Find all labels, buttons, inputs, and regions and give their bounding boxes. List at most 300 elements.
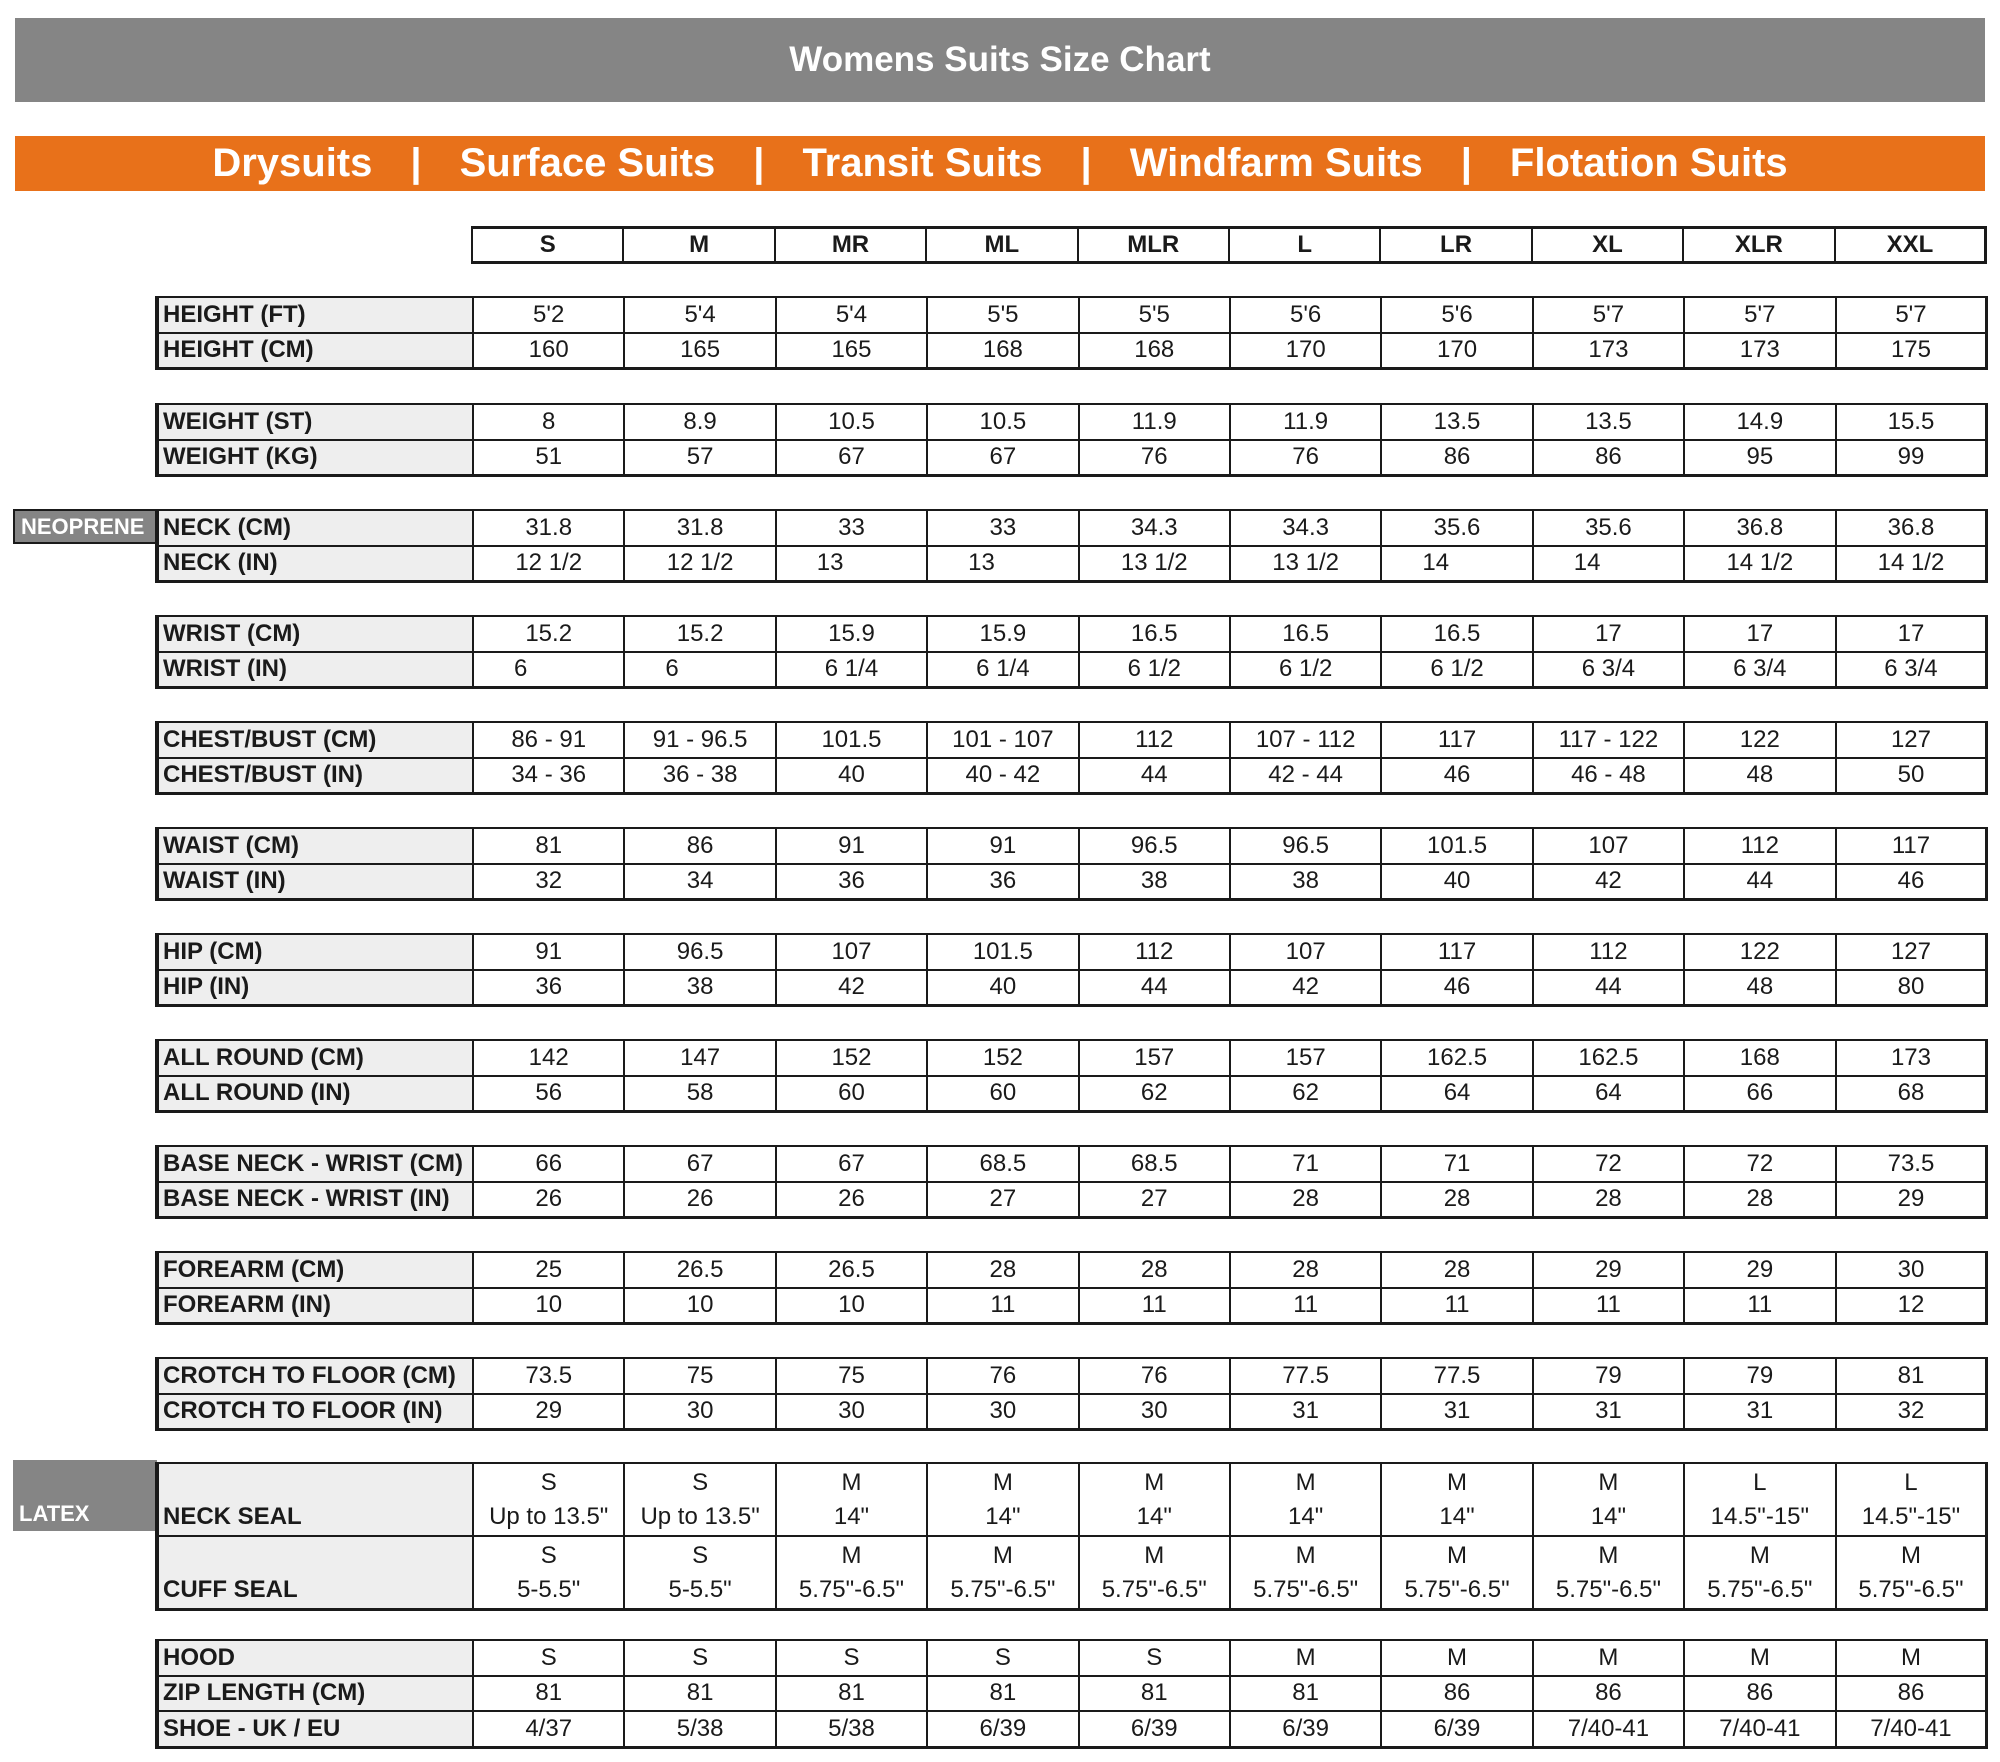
size-value-cell: 60 <box>927 1076 1078 1112</box>
size-value-cell: 5'7 <box>1836 297 1987 333</box>
size-value-cell: 13 <box>776 546 927 582</box>
size-value-cell: 67 <box>776 1146 927 1182</box>
table-row <box>157 1463 1987 1536</box>
size-value-cell: 5'7 <box>1533 297 1684 333</box>
table-row <box>157 1182 1987 1218</box>
seal-size-range: 14.5"-15" <box>1861 1502 1961 1530</box>
size-value-cell: 7/40-41 <box>1684 1711 1835 1747</box>
size-value-cell: 91 <box>473 934 624 970</box>
size-value-cell: 6 <box>473 652 624 688</box>
size-value-cell: 31.8 <box>624 510 775 546</box>
size-value-cell: 7/40-41 <box>1836 1711 1987 1747</box>
size-value-cell: 48 <box>1684 758 1835 794</box>
size-value-cell: 11 <box>1533 1288 1684 1324</box>
size-value-cell: 46 <box>1836 864 1987 900</box>
table-row <box>157 546 1987 582</box>
size-value-cell: 13 1/2 <box>1079 546 1230 582</box>
size-value-cell: 17 <box>1533 616 1684 652</box>
latex-seal-table <box>155 1462 1988 1611</box>
size-value-cell: 36.8 <box>1836 510 1987 546</box>
table-row <box>157 1252 1987 1288</box>
row-label: NECK SEAL <box>157 1463 473 1536</box>
category-separator: | <box>753 141 765 185</box>
size-value-cell: 6/39 <box>1381 1711 1532 1747</box>
size-value-cell: 13 <box>927 546 1078 582</box>
suit-categories-bar <box>15 136 1985 191</box>
seal-size-letter: M <box>1447 1541 1468 1569</box>
seal-size-letter: M <box>841 1468 862 1496</box>
size-value-cell: 51 <box>473 440 624 476</box>
size-value-cell: 160 <box>473 333 624 369</box>
table-row <box>157 722 1987 758</box>
size-value-cell: 5'5 <box>927 297 1078 333</box>
size-value-cell: 142 <box>473 1040 624 1076</box>
table-row <box>157 510 1987 546</box>
size-value-cell: 28 <box>1684 1182 1835 1218</box>
size-value-cell: 10 <box>776 1288 927 1324</box>
size-value-cell: 96.5 <box>1079 828 1230 864</box>
seal-size-letter: S <box>692 1468 709 1496</box>
seal-size-cell <box>1533 1463 1684 1536</box>
table-row <box>157 1076 1987 1112</box>
size-value-cell: 11 <box>1381 1288 1532 1324</box>
size-value-cell: 71 <box>1381 1146 1532 1182</box>
size-value-cell: 28 <box>1079 1252 1230 1288</box>
size-value-cell: 162.5 <box>1533 1040 1684 1076</box>
size-header-l: L <box>1229 228 1380 263</box>
size-value-cell: 10.5 <box>927 404 1078 440</box>
size-value-cell: 168 <box>927 333 1078 369</box>
size-value-cell: 14 1/2 <box>1836 546 1987 582</box>
size-value-cell: 35.6 <box>1533 510 1684 546</box>
seal-size-range: 5.75"-6.5" <box>1404 1575 1510 1603</box>
size-value-cell: 99 <box>1836 440 1987 476</box>
size-value-cell: 101.5 <box>927 934 1078 970</box>
size-value-cell: M <box>1684 1640 1835 1676</box>
measurement-group <box>155 1357 1988 1431</box>
size-value-cell: 122 <box>1684 722 1835 758</box>
size-value-cell: 5'4 <box>776 297 927 333</box>
size-value-cell: 42 <box>776 970 927 1006</box>
seal-size-cell <box>1230 1463 1381 1536</box>
row-label: SHOE - UK / EU <box>157 1711 473 1747</box>
size-value-cell: 29 <box>473 1394 624 1430</box>
table-row <box>157 1640 1987 1676</box>
seal-size-range: 5-5.5" <box>668 1575 732 1603</box>
measurement-group <box>155 827 1988 901</box>
size-value-cell: 26 <box>776 1182 927 1218</box>
size-value-cell: 4/37 <box>473 1711 624 1747</box>
size-value-cell: 28 <box>1381 1252 1532 1288</box>
size-value-cell: 81 <box>473 828 624 864</box>
size-value-cell: 50 <box>1836 758 1987 794</box>
seal-size-letter: M <box>1295 1468 1316 1496</box>
seal-size-range: 5-5.5" <box>517 1575 581 1603</box>
size-value-cell: 168 <box>1079 333 1230 369</box>
size-value-cell: 170 <box>1230 333 1381 369</box>
size-value-cell: 5'2 <box>473 297 624 333</box>
size-value-cell: 11 <box>1230 1288 1381 1324</box>
size-value-cell: 15.2 <box>624 616 775 652</box>
row-label: CHEST/BUST (IN) <box>157 758 473 794</box>
size-value-cell: 77.5 <box>1230 1358 1381 1394</box>
size-value-cell: 117 - 122 <box>1533 722 1684 758</box>
seal-size-range: 5.75"-6.5" <box>1555 1575 1661 1603</box>
size-value-cell: 112 <box>1533 934 1684 970</box>
size-value-cell: 5'4 <box>624 297 775 333</box>
size-value-cell: 15.5 <box>1836 404 1987 440</box>
size-value-cell: 34.3 <box>1079 510 1230 546</box>
seal-size-cell <box>1381 1536 1532 1610</box>
size-value-cell: 6 1/4 <box>776 652 927 688</box>
size-value-cell: 17 <box>1836 616 1987 652</box>
size-value-cell: 27 <box>927 1182 1078 1218</box>
size-value-cell: 44 <box>1079 758 1230 794</box>
size-value-cell: S <box>1079 1640 1230 1676</box>
table-row <box>157 970 1987 1006</box>
seal-size-range: 14" <box>1590 1502 1627 1530</box>
row-label: CROTCH TO FLOOR (CM) <box>157 1358 473 1394</box>
size-value-cell: 36 <box>473 970 624 1006</box>
size-value-cell: 30 <box>927 1394 1078 1430</box>
size-value-cell: 91 <box>776 828 927 864</box>
size-value-cell: 31.8 <box>473 510 624 546</box>
size-value-cell: 81 <box>1230 1676 1381 1712</box>
size-value-cell: 32 <box>1836 1394 1987 1430</box>
size-value-cell: 75 <box>624 1358 775 1394</box>
size-value-cell: 67 <box>624 1146 775 1182</box>
row-label: ZIP LENGTH (CM) <box>157 1676 473 1712</box>
size-value-cell: 42 - 44 <box>1230 758 1381 794</box>
size-value-cell: 112 <box>1684 828 1835 864</box>
seal-size-cell <box>473 1463 624 1536</box>
size-value-cell: 46 - 48 <box>1533 758 1684 794</box>
size-value-cell: 38 <box>1079 864 1230 900</box>
size-value-cell: 173 <box>1533 333 1684 369</box>
size-value-cell: 127 <box>1836 934 1987 970</box>
size-value-cell: 122 <box>1684 934 1835 970</box>
seal-size-letter: L <box>1904 1468 1918 1496</box>
seal-size-range: 5.75"-6.5" <box>798 1575 905 1603</box>
size-value-cell: 168 <box>1684 1040 1835 1076</box>
size-value-cell: 38 <box>1230 864 1381 900</box>
size-value-cell: 42 <box>1230 970 1381 1006</box>
category-surface-suits: Surface Suits <box>459 141 716 185</box>
size-value-cell: 10 <box>473 1288 624 1324</box>
row-label: FOREARM (IN) <box>157 1288 473 1324</box>
size-value-cell: 96.5 <box>624 934 775 970</box>
size-value-cell: 79 <box>1684 1358 1835 1394</box>
size-value-cell: 44 <box>1079 970 1230 1006</box>
size-value-cell: 40 <box>776 758 927 794</box>
size-value-cell: 147 <box>624 1040 775 1076</box>
table-row <box>157 333 1987 369</box>
seal-size-letter: M <box>1447 1468 1468 1496</box>
size-value-cell: 67 <box>927 440 1078 476</box>
size-value-cell: 8.9 <box>624 404 775 440</box>
size-value-cell: 31 <box>1533 1394 1684 1430</box>
size-value-cell: 36 <box>927 864 1078 900</box>
size-value-cell: 68 <box>1836 1076 1987 1112</box>
table-row <box>157 934 1987 970</box>
size-value-cell: 6 1/2 <box>1230 652 1381 688</box>
size-value-cell: 8 <box>473 404 624 440</box>
size-value-cell: 117 <box>1381 934 1532 970</box>
size-value-cell: 11 <box>1079 1288 1230 1324</box>
size-value-cell: 101.5 <box>776 722 927 758</box>
size-header-mr: MR <box>775 228 926 263</box>
size-value-cell: 6 3/4 <box>1836 652 1987 688</box>
seal-size-letter: M <box>992 1468 1013 1496</box>
seal-size-cell <box>1836 1463 1987 1536</box>
table-row <box>157 758 1987 794</box>
seal-size-cell <box>1230 1536 1381 1610</box>
table-row <box>157 828 1987 864</box>
size-value-cell: M <box>1836 1640 1987 1676</box>
size-value-cell: 15.9 <box>927 616 1078 652</box>
size-header-xl: XL <box>1532 228 1683 263</box>
size-value-cell: 15.2 <box>473 616 624 652</box>
size-value-cell: 10 <box>624 1288 775 1324</box>
size-value-cell: 14.9 <box>1684 404 1835 440</box>
size-value-cell: 152 <box>776 1040 927 1076</box>
size-value-cell: 80 <box>1836 970 1987 1006</box>
size-value-cell: 73.5 <box>473 1358 624 1394</box>
size-value-cell: 76 <box>927 1358 1078 1394</box>
seal-size-cell <box>473 1536 624 1610</box>
size-value-cell: 57 <box>624 440 775 476</box>
category-drysuits: Drysuits <box>212 141 373 185</box>
size-value-cell: 14 1/2 <box>1684 546 1835 582</box>
measurement-group <box>155 721 1988 795</box>
seal-size-range: 5.75"-6.5" <box>1707 1575 1813 1603</box>
table-row <box>157 1040 1987 1076</box>
size-value-cell: 107 <box>776 934 927 970</box>
size-value-cell: 16.5 <box>1079 616 1230 652</box>
size-value-cell: 36 <box>776 864 927 900</box>
size-value-cell: 157 <box>1079 1040 1230 1076</box>
seal-size-letter: M <box>1900 1541 1921 1569</box>
table-row <box>157 440 1987 476</box>
row-label: HIP (IN) <box>157 970 473 1006</box>
row-label: HEIGHT (FT) <box>157 297 473 333</box>
size-value-cell: 64 <box>1381 1076 1532 1112</box>
size-value-cell: 25 <box>473 1252 624 1288</box>
size-value-cell: 81 <box>1079 1676 1230 1712</box>
size-value-cell: M <box>1533 1640 1684 1676</box>
size-value-cell: 86 <box>1533 1676 1684 1712</box>
size-value-cell: 26.5 <box>624 1252 775 1288</box>
size-value-cell: 11 <box>927 1288 1078 1324</box>
seal-size-range: 14" <box>1288 1502 1324 1530</box>
size-value-cell: 79 <box>1533 1358 1684 1394</box>
size-value-cell: 30 <box>776 1394 927 1430</box>
chart-title: Womens Suits Size Chart <box>15 18 1985 102</box>
size-value-cell: 33 <box>776 510 927 546</box>
table-row <box>157 404 1987 440</box>
size-value-cell: 96.5 <box>1230 828 1381 864</box>
category-separator: | <box>410 141 422 185</box>
size-value-cell: 28 <box>1230 1252 1381 1288</box>
size-value-cell: 27 <box>1079 1182 1230 1218</box>
category-separator: | <box>1080 141 1092 185</box>
seal-size-cell <box>1684 1536 1835 1610</box>
size-header-lr: LR <box>1380 228 1531 263</box>
size-value-cell: 26 <box>624 1182 775 1218</box>
seal-size-letter: S <box>692 1541 709 1569</box>
size-value-cell: 75 <box>776 1358 927 1394</box>
seal-size-cell <box>1079 1463 1230 1536</box>
category-separator: | <box>1460 141 1472 185</box>
seal-size-cell <box>1533 1536 1684 1610</box>
measurement-group <box>155 296 1988 370</box>
size-value-cell: 11.9 <box>1230 404 1381 440</box>
size-value-cell: 48 <box>1684 970 1835 1006</box>
seal-size-range: Up to 13.5" <box>489 1502 609 1530</box>
measurement-group <box>155 933 1988 1007</box>
size-value-cell: 12 1/2 <box>624 546 775 582</box>
size-value-cell: 6/39 <box>927 1711 1078 1747</box>
size-value-cell: 60 <box>776 1076 927 1112</box>
size-value-cell: 13.5 <box>1381 404 1532 440</box>
size-value-cell: 112 <box>1079 722 1230 758</box>
size-value-cell: 6 1/4 <box>927 652 1078 688</box>
size-value-cell: 12 1/2 <box>473 546 624 582</box>
row-label: WEIGHT (ST) <box>157 404 473 440</box>
size-value-cell: 58 <box>624 1076 775 1112</box>
size-value-cell: S <box>776 1640 927 1676</box>
size-header-mlr: MLR <box>1078 228 1229 263</box>
size-value-cell: 34.3 <box>1230 510 1381 546</box>
size-value-cell: 6/39 <box>1230 1711 1381 1747</box>
size-value-cell: 17 <box>1684 616 1835 652</box>
size-value-cell: M <box>1230 1640 1381 1676</box>
size-value-cell: 68.5 <box>927 1146 1078 1182</box>
size-value-cell: 28 <box>1230 1182 1381 1218</box>
size-value-cell: 26.5 <box>776 1252 927 1288</box>
size-value-cell: 29 <box>1533 1252 1684 1288</box>
seal-size-range: 14" <box>1439 1502 1475 1530</box>
measurement-group <box>155 403 1988 477</box>
size-value-cell: 72 <box>1684 1146 1835 1182</box>
size-header-s: S <box>472 228 623 263</box>
size-value-cell: 76 <box>1079 440 1230 476</box>
size-value-cell: 31 <box>1230 1394 1381 1430</box>
seal-size-cell <box>624 1463 775 1536</box>
size-value-cell: 33 <box>927 510 1078 546</box>
table-row <box>157 1676 1987 1712</box>
size-value-cell: 14 <box>1381 546 1532 582</box>
size-value-cell: 42 <box>1533 864 1684 900</box>
size-value-cell: 162.5 <box>1381 1040 1532 1076</box>
seal-size-cell <box>1836 1536 1987 1610</box>
size-value-cell: 36.8 <box>1684 510 1835 546</box>
row-label: WRIST (CM) <box>157 616 473 652</box>
size-value-cell: 44 <box>1533 970 1684 1006</box>
row-label: ALL ROUND (CM) <box>157 1040 473 1076</box>
size-value-cell: 66 <box>1684 1076 1835 1112</box>
row-label: HIP (CM) <box>157 934 473 970</box>
seal-size-cell <box>927 1463 1078 1536</box>
seal-size-letter: M <box>1144 1541 1165 1569</box>
seal-size-letter: M <box>1749 1541 1770 1569</box>
size-value-cell: 62 <box>1230 1076 1381 1112</box>
size-header-m: M <box>623 228 774 263</box>
table-row <box>157 1394 1987 1430</box>
size-value-cell: 101.5 <box>1381 828 1532 864</box>
size-value-cell: 107 <box>1533 828 1684 864</box>
size-value-cell: 117 <box>1836 828 1987 864</box>
size-value-cell: 35.6 <box>1381 510 1532 546</box>
size-value-cell: 73.5 <box>1836 1146 1987 1182</box>
measurement-group <box>155 509 1988 583</box>
row-label: WEIGHT (KG) <box>157 440 473 476</box>
size-value-cell: 67 <box>776 440 927 476</box>
size-value-cell: 29 <box>1684 1252 1835 1288</box>
size-value-cell: 95 <box>1684 440 1835 476</box>
size-value-cell: 16.5 <box>1230 616 1381 652</box>
size-value-cell: 165 <box>776 333 927 369</box>
size-value-cell: 66 <box>473 1146 624 1182</box>
latex-section-tag: LATEX <box>13 1460 157 1531</box>
size-value-cell: 34 - 36 <box>473 758 624 794</box>
size-value-cell: 28 <box>927 1252 1078 1288</box>
size-value-cell: 6 1/2 <box>1079 652 1230 688</box>
seal-size-cell <box>776 1463 927 1536</box>
size-value-cell: 5'7 <box>1684 297 1835 333</box>
size-value-cell: 56 <box>473 1076 624 1112</box>
size-value-cell: 76 <box>1230 440 1381 476</box>
size-value-cell: 6/39 <box>1079 1711 1230 1747</box>
size-value-cell: 16.5 <box>1381 616 1532 652</box>
size-value-cell: 11 <box>1684 1288 1835 1324</box>
row-label: NECK (CM) <box>157 510 473 546</box>
row-label: WAIST (IN) <box>157 864 473 900</box>
size-value-cell: 175 <box>1836 333 1987 369</box>
seal-size-cell <box>776 1536 927 1610</box>
table-row <box>157 1358 1987 1394</box>
size-value-cell: 86 <box>624 828 775 864</box>
size-value-cell: 117 <box>1381 722 1532 758</box>
row-label: CUFF SEAL <box>157 1536 473 1610</box>
seal-size-range: 14" <box>1136 1502 1172 1530</box>
size-value-cell: 5'6 <box>1381 297 1532 333</box>
size-value-cell: 86 <box>1381 1676 1532 1712</box>
size-value-cell: 12 <box>1836 1288 1987 1324</box>
seal-size-range: 5.75"-6.5" <box>1858 1575 1964 1603</box>
row-label: CROTCH TO FLOOR (IN) <box>157 1394 473 1430</box>
category-windfarm-suits: Windfarm Suits <box>1129 141 1423 185</box>
size-value-cell: 64 <box>1533 1076 1684 1112</box>
table-row <box>157 1711 1987 1747</box>
neoprene-section-tag: NEOPRENE <box>13 509 157 544</box>
size-value-cell: 81 <box>927 1676 1078 1712</box>
size-value-cell: M <box>1381 1640 1532 1676</box>
size-value-cell: 31 <box>1381 1394 1532 1430</box>
size-value-cell: 6 3/4 <box>1533 652 1684 688</box>
row-label: BASE NECK - WRIST (CM) <box>157 1146 473 1182</box>
size-header-xxl: XXL <box>1835 228 1986 263</box>
size-value-cell: 5/38 <box>624 1711 775 1747</box>
seal-size-letter: L <box>1753 1468 1767 1496</box>
size-header-xlr: XLR <box>1683 228 1834 263</box>
size-value-cell: 5/38 <box>776 1711 927 1747</box>
size-value-cell: 86 - 91 <box>473 722 624 758</box>
size-value-cell: 26 <box>473 1182 624 1218</box>
seal-size-letter: M <box>841 1541 862 1569</box>
measurement-group <box>155 1251 1988 1325</box>
size-value-cell: 81 <box>624 1676 775 1712</box>
